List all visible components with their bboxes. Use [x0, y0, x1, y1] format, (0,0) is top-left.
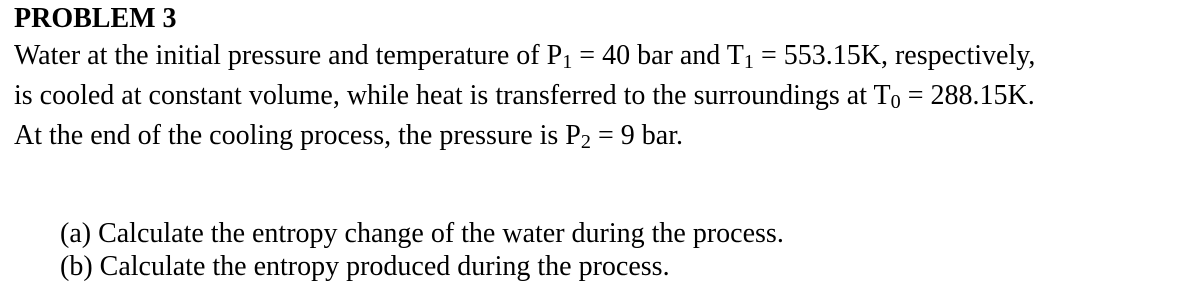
statement-line-3: [14, 117, 1194, 157]
statement-text: = 40 bar and T: [572, 40, 744, 71]
question-list: [60, 217, 784, 283]
statement-text: Water at the initial pressure and temperature of P: [14, 40, 563, 71]
subscript-p2: 2: [580, 131, 591, 154]
problem-title: PROBLEM 3: [14, 3, 177, 34]
statement-line-1: [14, 37, 1194, 77]
problem-statement: [14, 37, 1194, 157]
statement-text: At the end of the cooling process, the pressure is P: [14, 120, 581, 151]
statement-text: = 288.15K.: [900, 80, 1035, 111]
statement-line-2: [14, 77, 1194, 117]
subscript-t0: 0: [890, 91, 901, 114]
question-a: (a) Calculate the entropy change of the water during the process.: [60, 218, 784, 249]
question-b: (b) Calculate the entropy produced during the process.: [60, 251, 670, 282]
statement-text: = 9 bar.: [590, 120, 683, 151]
subscript-t1: 1: [743, 51, 754, 74]
statement-text: = 553.15K, respectively,: [753, 40, 1036, 71]
statement-text: is cooled at constant volume, while heat is transferred to the surroundings at T: [14, 80, 891, 111]
subscript-p1: 1: [562, 51, 573, 74]
